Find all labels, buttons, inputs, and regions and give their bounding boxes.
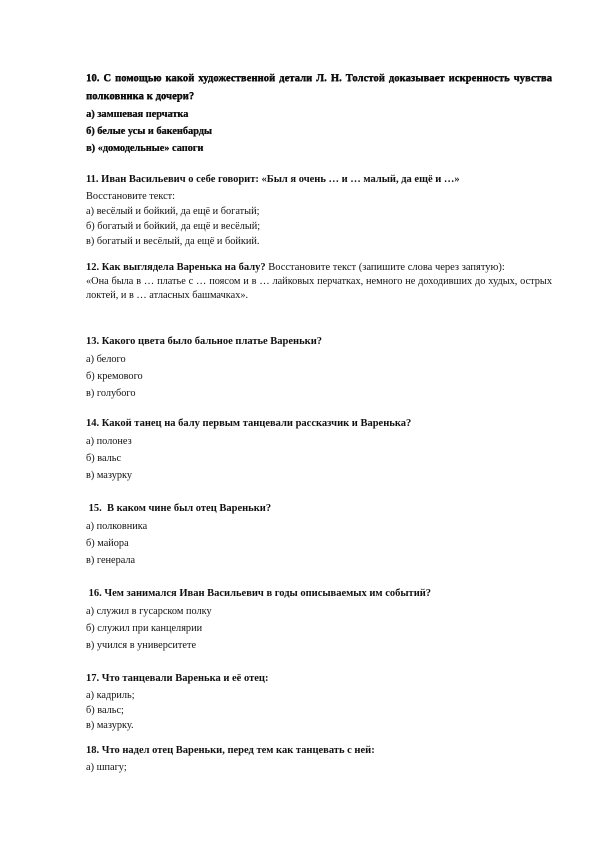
question-11-option-a: а) весёлый и бойкий, да ещё и богатый; bbox=[86, 206, 260, 217]
question-15-option-c: в) генерала bbox=[86, 555, 136, 566]
question-13 bbox=[86, 333, 552, 402]
question-15-title: 15. В каком чине был отец Вареньки? bbox=[86, 503, 272, 514]
question-15-option-b: б) майора bbox=[86, 538, 129, 549]
question-16-title: 16. Чем занимался Иван Васильевич в годы описываемых им событий? bbox=[86, 588, 432, 599]
question-12 bbox=[86, 261, 552, 303]
question-11 bbox=[86, 171, 552, 249]
question-17-option-b: б) вальс; bbox=[86, 705, 124, 716]
question-17-option-c: в) мазурку. bbox=[86, 720, 134, 731]
question-10 bbox=[86, 70, 552, 157]
question-13-option-a: а) белого bbox=[86, 354, 126, 365]
question-18-title: 18. Что надел отец Вареньки, перед тем как танцевать с ней: bbox=[86, 745, 375, 756]
question-10-title: 10. С помощью какой художественной детали Л. Н. Толстой доказывает искренность чувства полковника к дочери? bbox=[86, 73, 552, 102]
question-14-option-b: б) вальс bbox=[86, 453, 122, 464]
question-17-option-a: а) кадриль; bbox=[86, 690, 135, 701]
question-11-option-c: в) богатый и весёлый, да ещё и бойкий. bbox=[86, 236, 260, 247]
question-11-title: 11. Иван Васильевич о себе говорит: «Был я очень … и … малый, да ещё и …» bbox=[86, 174, 460, 185]
question-10-option-a: а) замшевая перчатка bbox=[86, 109, 189, 120]
question-14-option-a: а) полонез bbox=[86, 436, 132, 447]
question-16 bbox=[86, 585, 552, 654]
question-13-option-c: в) голубого bbox=[86, 388, 136, 399]
question-13-title: 13. Какого цвета было бальное платье Вареньки? bbox=[86, 336, 323, 347]
question-17 bbox=[86, 670, 552, 733]
question-15-option-a: а) полковника bbox=[86, 521, 148, 532]
question-12-instruction: Восстановите текст (запишите слова через запятую): bbox=[265, 262, 505, 273]
question-10-option-c: в) «домодельные» сапоги bbox=[86, 143, 204, 154]
question-16-option-c: в) учился в университете bbox=[86, 640, 197, 651]
question-17-title: 17. Что танцевали Варенька и её отец: bbox=[86, 673, 269, 684]
question-18 bbox=[86, 742, 552, 775]
question-11-option-b: б) богатый и бойкий, да ещё и весёлый; bbox=[86, 221, 261, 232]
question-12-title: 12. Как выглядела Варенька на балу? bbox=[86, 262, 266, 273]
question-15 bbox=[86, 500, 552, 569]
question-12-title-line bbox=[86, 261, 552, 275]
question-13-option-b: б) кремового bbox=[86, 371, 143, 382]
question-11-subtitle: Восстановите текст: bbox=[86, 191, 176, 202]
question-10-option-b: б) белые усы и бакенбарды bbox=[86, 126, 212, 137]
question-18-option-a: а) шпагу; bbox=[86, 762, 127, 773]
question-16-option-b: б) служил при канцелярии bbox=[86, 623, 203, 634]
question-14-option-c: в) мазурку bbox=[86, 470, 133, 481]
question-14 bbox=[86, 415, 552, 484]
question-16-option-a: а) служил в гусарском полку bbox=[86, 606, 212, 617]
question-14-title: 14. Какой танец на балу первым танцевали рассказчик и Варенька? bbox=[86, 418, 412, 429]
question-12-text: «Она была в … платье с … поясом и в … лайковых перчатках, немного не доходивших до худых, острых локтей, и в … атласных башмачках». bbox=[86, 276, 552, 301]
